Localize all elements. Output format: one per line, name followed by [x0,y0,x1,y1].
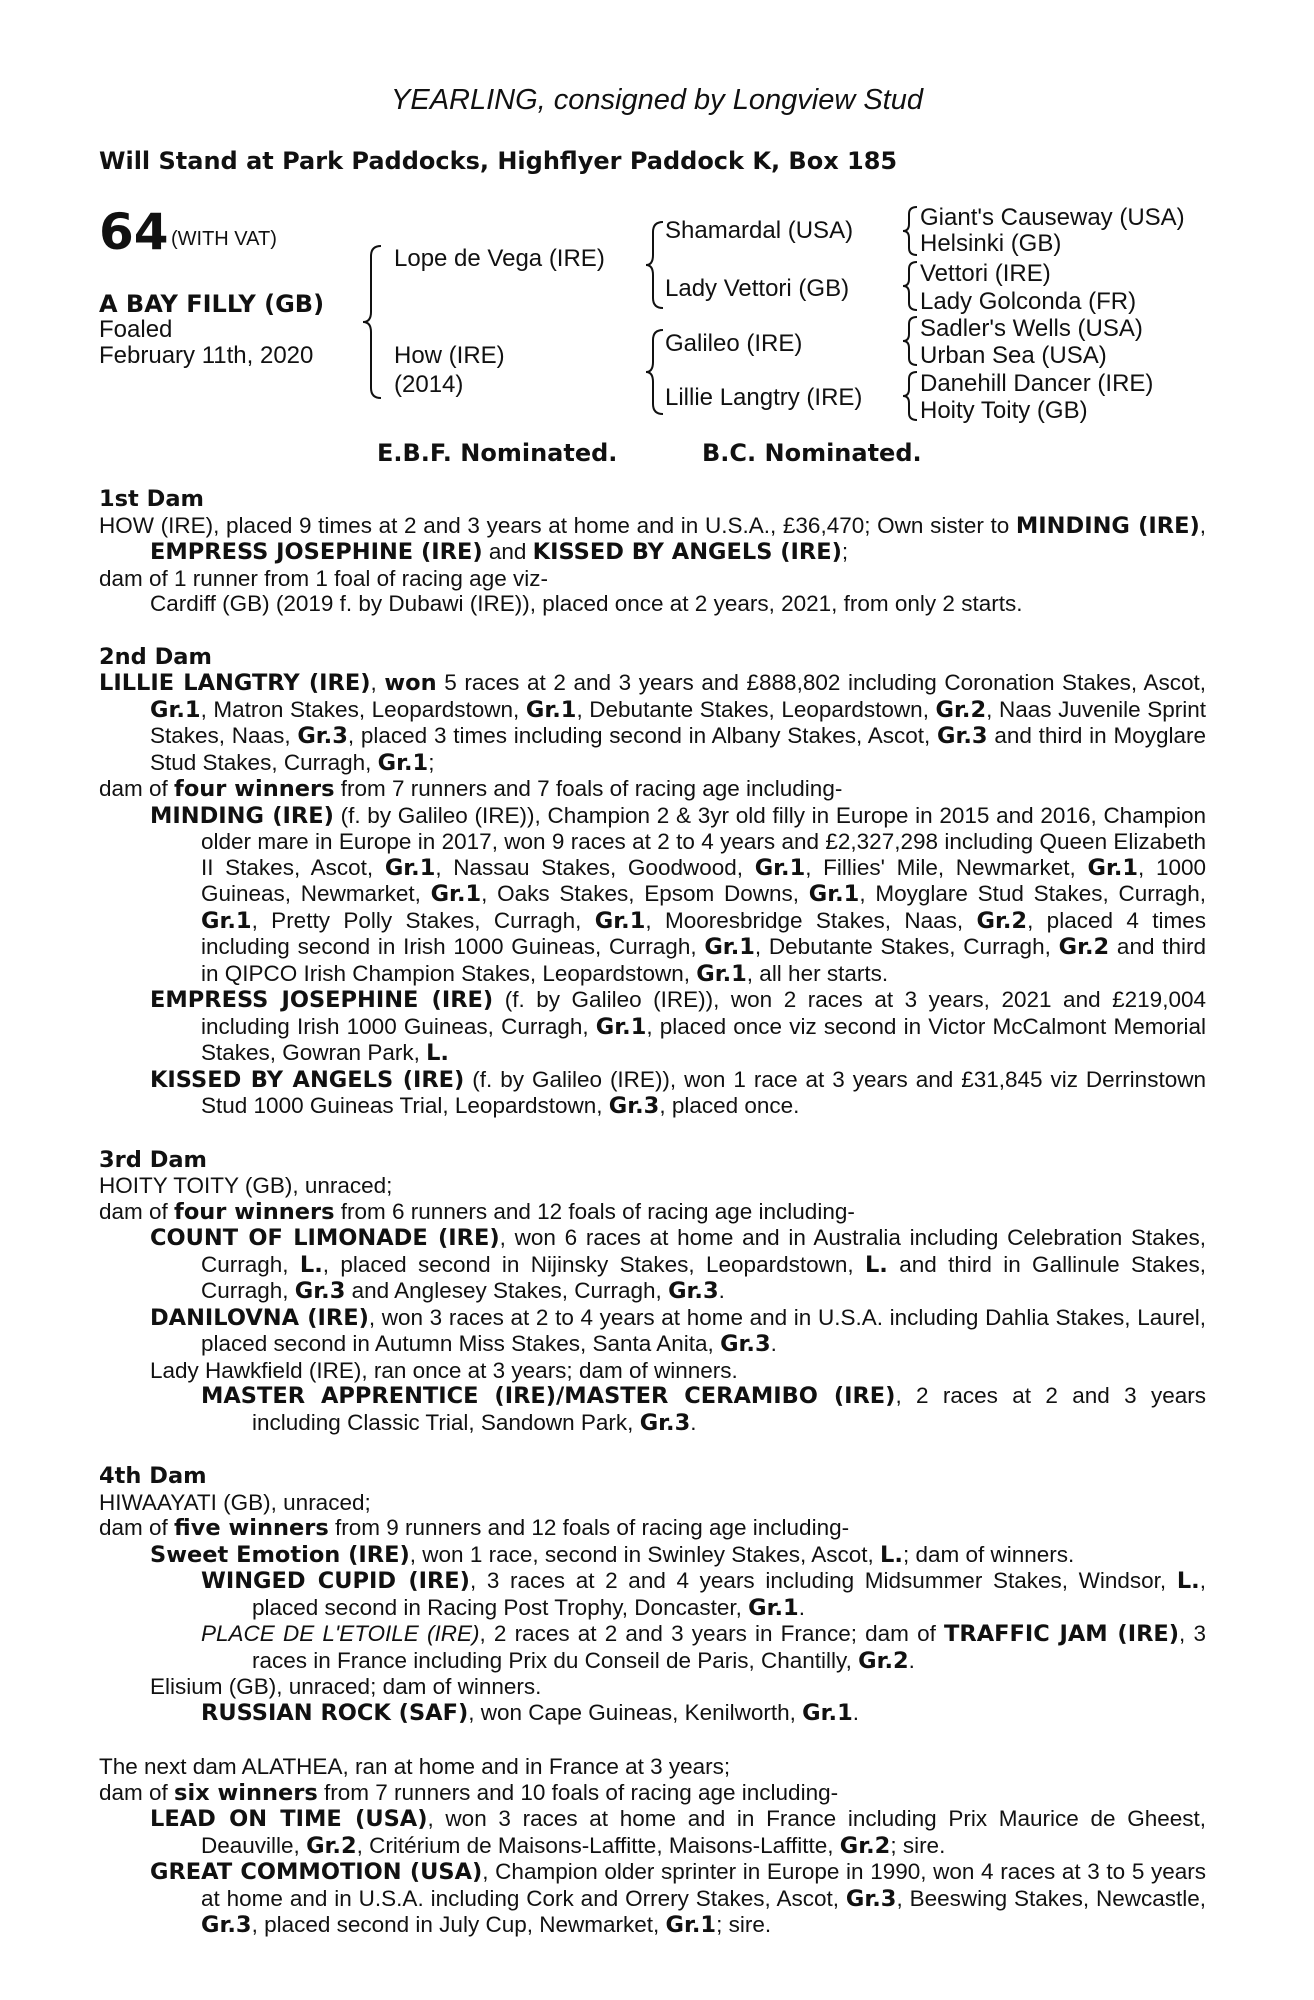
bold-text: Gr.3 [845,1885,897,1912]
gen3-7: Danehill Dancer (IRE) [920,370,1154,397]
entry-text: , Naas Juvenile Sprint Stakes, Naas, [150,696,1207,748]
entry-text: Lady Hawkfield (IRE), ran once at 3 years; dam of winners. [150,1357,738,1383]
bold-text: Gr.1 [808,881,860,907]
pedigree-entry [150,803,1206,988]
bold-text: Gr.2 [306,1832,357,1859]
bold-text: MASTER APPRENTICE (IRE)/MASTER CERAMIBO (IRE) [201,1383,896,1409]
bold-text: EMPRESS JOSEPHINE (IRE) [150,987,494,1013]
section-heading: 3rd Dam [99,1146,207,1173]
pedigree-entry [150,1806,1206,1859]
gen3-2: Helsinki (GB) [920,230,1062,257]
bold-text: MINDING (IRE) [150,802,334,829]
gen3-8: Hoity Toity (GB) [920,397,1088,424]
location-line: Will Stand at Park Paddocks, Highflyer Paddock K, Box 185 [99,147,898,175]
entry-text: HOITY TOITY (GB), unraced; [99,1173,393,1198]
pedigree-entry [99,1173,1206,1199]
dam-section [99,645,1206,1120]
bold-text: won [384,670,437,696]
entry-text: , placed 3 times including second in Albany Stakes, Ascot, [347,723,938,748]
entry-text: The next dam ALATHEA, ran at home and in France at 3 years; [99,1754,731,1779]
entry-text: and Anglesey Stakes, Curragh, [345,1278,669,1303]
bold-text: Gr.2 [976,907,1028,934]
bold-text: L. [1176,1568,1200,1594]
bold-text: Gr.2 [858,1647,909,1674]
pedigree-entry [150,1067,1206,1120]
entry-text: from 7 runners and 7 foals of racing age including- [334,776,843,801]
entry-text: ; sire. [890,1832,946,1858]
entry-text: , placed second in Racing Post Trophy, Doncaster, [252,1568,1206,1620]
bold-text: five winners [174,1515,329,1541]
entry-text: , 1000 Guineas, Newmarket, [201,854,1207,906]
pedigree-entry [150,591,1206,617]
entry-text: . [690,1409,697,1435]
bold-text: Gr.3 [294,1278,346,1304]
entry-text: and [482,539,533,564]
entry-text: , won 3 races at home and in France including Prix Maurice de Gheest, Deauville, [201,1806,1206,1858]
bold-text: Gr.1 [525,696,577,723]
entry-text: . [718,1278,725,1303]
entry-text: , all her starts. [746,960,889,986]
pedigree-entry [99,1780,1206,1807]
entry-text: from 9 runners and 12 foals of racing age including- [328,1515,850,1540]
bold-text: GREAT COMMOTION (USA) [150,1859,483,1885]
bold-text: LEAD ON TIME (USA) [150,1806,428,1832]
pedigree-entry [150,1305,1206,1358]
entry-text: , 3 races in France including Prix du Conseil de Paris, Chantilly, [252,1621,1206,1673]
bold-text: Gr.3 [937,723,988,749]
bold-text: Gr.1 [754,854,806,881]
entry-text: from 6 runners and 12 foals of racing age including- [334,1198,855,1224]
bold-text: Gr.1 [384,854,436,881]
sire-name: Lope de Vega (IRE) [394,245,605,272]
dam-year: (2014) [394,371,464,398]
pedigree-entry [150,1542,1206,1569]
entry-text: , placed once viz second in Victor McCalmont Memorial Stakes, Gowran Park, [201,1013,1206,1065]
entry-text: . [908,1647,915,1673]
entry-text: , 2 races at 2 and 3 years in France; dam of [479,1621,945,1646]
sire-dam: Lady Vettori (GB) [665,275,850,302]
entry-text: , Critérium de Maisons-Laffitte, Maisons-Laffitte, [356,1832,840,1858]
dam-sire: Galileo (IRE) [665,330,803,357]
entry-text: dam of [99,1515,175,1540]
entry-text: , Oaks Stakes, Epsom Downs, [481,881,809,906]
section-heading: 1st Dam [99,486,204,512]
bold-text: six winners [174,1779,318,1806]
dam-section [99,487,1206,617]
bold-text: Gr.1 [696,960,747,987]
entry-text: , Debutante Stakes, Leopardstown, [576,696,936,722]
bold-text: Gr.1 [1087,854,1139,881]
entry-text: Elisium (GB), unraced; dam of winners. [150,1674,542,1699]
pedigree-entry [201,1700,1206,1727]
entry-text: (f. by Galileo (IRE)), won 1 race at 3 years and £31,845 viz Derrinstown Stud 1000 Guineas Trial, Leopardstown, [201,1066,1206,1118]
dam-name: How (IRE) [394,342,505,369]
entry-text: , Nassau Stakes, Goodwood, [435,854,755,880]
bold-text: Gr.3 [201,1912,252,1938]
foaled-label: Foaled [99,316,173,343]
entry-text: and third in Gallinule Stakes, Curragh, [201,1251,1206,1303]
pedigree-entry [99,1199,1206,1226]
bold-text: Gr.3 [668,1278,719,1304]
entry-text: . [852,1699,859,1725]
bold-text: Gr.2 [1058,934,1110,960]
entry-text: , placed once. [659,1093,800,1118]
pedigree-entry [201,1383,1206,1436]
entry-text: , [1199,512,1207,538]
bold-text: Gr.1 [594,907,646,934]
pedigree-entry [99,513,1206,566]
pedigree-entry [201,1568,1206,1621]
bold-text: Gr.3 [608,1093,660,1119]
bold-text: Gr.3 [297,723,348,749]
dam-section [99,1148,1206,1437]
bold-text: Gr.1 [704,934,755,960]
entry-text: , placed second in Nijinsky Stakes, Leopardstown, [322,1251,865,1277]
entry-text: ; [841,539,849,564]
entry-text: , Pretty Polly Stakes, Curragh, [251,907,595,933]
catalogue-body [99,487,1206,1939]
entry-text: , won Cape Guineas, Kenilworth, [468,1699,803,1725]
entry-text: , Debutante Stakes, Curragh, [754,934,1059,959]
bold-text: Gr.1 [201,907,252,934]
pedigree-entry [150,1674,1206,1700]
bold-text: Gr.2 [935,696,987,723]
entry-text: , won 1 race, second in Swinley Stakes, Ascot, [409,1541,881,1567]
entry-text: 5 races at 2 and 3 years and £888,802 including Coronation Stakes, Ascot, [436,670,1206,695]
consignor-line: YEARLING, consigned by Longview Stud [391,84,923,116]
pedigree-entry [99,776,1206,803]
gen3-3: Vettori (IRE) [920,260,1051,287]
bold-text: Gr.2 [839,1832,891,1859]
bold-text: COUNT OF LIMONADE (IRE) [150,1225,500,1251]
pedigree-entry [99,670,1206,776]
entry-text: HIWAAYATI (GB), unraced; [99,1489,371,1515]
entry-text: , placed 4 times including second in Irish 1000 Guineas, Curragh, [201,907,1207,959]
pedigree-entry [150,1859,1206,1939]
bold-text: DANILOVNA (IRE) [150,1304,369,1331]
entry-text: , [370,670,385,695]
entry-text: , Matron Stakes, Leopardstown, [200,696,526,722]
entry-text: . [770,1331,777,1356]
entry-text: (f. by Galileo (IRE)), Champion 2 & 3yr old filly in Europe in 2015 and 2016, Champion older mare in Europe in 2017, won 9 races at 2 to 4 years and £2,327,298 including Queen Elizabeth II Stakes, Ascot, [201,802,1206,880]
entry-text: , Mooresbridge Stakes, Naas, [645,907,977,933]
bold-text: LILLIE LANGTRY (IRE) [99,670,371,696]
section-heading: 4th Dam [99,1463,207,1489]
pedigree-entry [99,1490,1206,1516]
bold-text: Gr.1 [430,881,482,907]
bc-nomination: B.C. Nominated. [702,439,922,467]
gen3-5: Sadler's Wells (USA) [920,315,1143,342]
dam-section [99,1754,1206,1939]
horse-name: A BAY FILLY (GB) [99,290,325,318]
pedigree-entry [150,987,1206,1067]
bold-text: Sweet Emotion (IRE) [150,1541,410,1568]
bold-text: Gr.1 [377,749,429,776]
sire-sire: Shamardal (USA) [665,217,854,244]
gen3-1: Giant's Causeway (USA) [920,204,1185,231]
entry-text: Cardiff (GB) (2019 f. by Dubawi (IRE)), placed once at 2 years, 2021, from only 2 starts. [150,591,1023,616]
entry-text: (f. by Galileo (IRE)), won 2 races at 3 years, 2021 and £219,004 including Irish 1000 Guineas, Curragh, [201,987,1206,1039]
entry-text: . [798,1594,805,1620]
bold-text: Gr.3 [639,1409,691,1436]
entry-text: , 2 races at 2 and 3 years including Classic Trial, Sandown Park, [252,1383,1206,1435]
entry-text: and third in QIPCO Irish Champion Stakes, Leopardstown, [201,934,1206,986]
bold-text: WINGED CUPID (IRE) [201,1568,470,1594]
pedigree-entry [99,1754,1206,1780]
ebf-nomination: E.B.F. Nominated. [377,439,618,467]
bold-text: L. [426,1040,449,1066]
bold-text: L. [864,1251,888,1278]
entry-text: from 7 runners and 10 foals of racing age including- [317,1779,839,1805]
entry-text: , won 6 races at home and in Australia including Celebration Stakes, Curragh, [201,1225,1206,1277]
pedigree-entry [99,566,1206,592]
entry-text: , Fillies' Mile, Newmarket, [805,854,1088,880]
bold-text: KISSED BY ANGELS (IRE) [150,1066,465,1093]
bold-text: L. [880,1541,903,1568]
bold-text: L. [299,1251,323,1278]
gen3-6: Urban Sea (USA) [920,342,1107,369]
entry-text: ; dam of winners. [902,1541,1075,1567]
pedigree-entry [201,1621,1206,1674]
bold-text: Gr.1 [595,1013,647,1040]
entry-text: and third in Moyglare Stud Stakes, Curragh, [150,723,1206,775]
entry-text: , placed second in July Cup, Newmarket, [251,1912,666,1937]
vat-label: (WITH VAT) [171,228,277,250]
section-heading: 2nd Dam [99,643,212,670]
bold-text: Gr.1 [150,696,201,723]
entry-text: , 3 races at 2 and 4 years including Midsummer Stakes, Windsor, [469,1568,1177,1593]
entry-text: , Beeswing Stakes, Newcastle, [896,1885,1207,1911]
bold-text: RUSSIAN ROCK (SAF) [201,1699,469,1726]
pedigree-entry [99,1515,1206,1542]
lot-number: 64 [99,203,169,261]
bold-text: four winners [174,1198,335,1225]
entry-text: ; sire. [716,1912,772,1937]
bold-text: KISSED BY ANGELS (IRE) [532,539,842,565]
entry-text: HOW (IRE), placed 9 times at 2 and 3 years at home and in U.S.A., £36,470; Own sister to [99,512,1016,538]
bold-text: EMPRESS JOSEPHINE (IRE) [150,539,483,565]
bold-text: four winners [174,776,335,802]
dam-dam: Lillie Langtry (IRE) [665,384,863,411]
entry-text: , Champion older sprinter in Europe in 1990, won 4 races at 3 to 5 years at home and in U.S.A. including Cork and Orrery Stakes, Ascot, [201,1859,1206,1911]
bold-text: MINDING (IRE) [1015,512,1200,539]
bold-text: Gr.3 [720,1331,771,1357]
entry-text: ; [428,749,435,775]
entry-text: PLACE DE L'ETOILE (IRE) [201,1621,480,1646]
bold-text: Gr.1 [665,1912,717,1938]
bold-text: Gr.1 [748,1594,799,1621]
foaled-date: February 11th, 2020 [99,342,314,369]
entry-text: , won 3 races at 2 to 4 years at home and in U.S.A. including Dahlia Stakes, Laurel, placed second in Autumn Miss Stakes, Santa Anita, [201,1304,1206,1356]
entry-text: dam of 1 runner from 1 foal of racing age viz- [99,565,548,591]
entry-text: , Moyglare Stud Stakes, Curragh, [859,881,1206,906]
pedigree-entry [150,1358,1206,1384]
bold-text: Gr.1 [802,1699,853,1726]
bold-text: TRAFFIC JAM (IRE) [944,1621,1180,1647]
entry-text: dam of [99,776,175,801]
entry-text: dam of [99,1779,175,1805]
pedigree-entry [150,1225,1206,1305]
entry-text: dam of [99,1198,175,1224]
gen3-4: Lady Golconda (FR) [920,288,1137,315]
dam-section [99,1464,1206,1726]
